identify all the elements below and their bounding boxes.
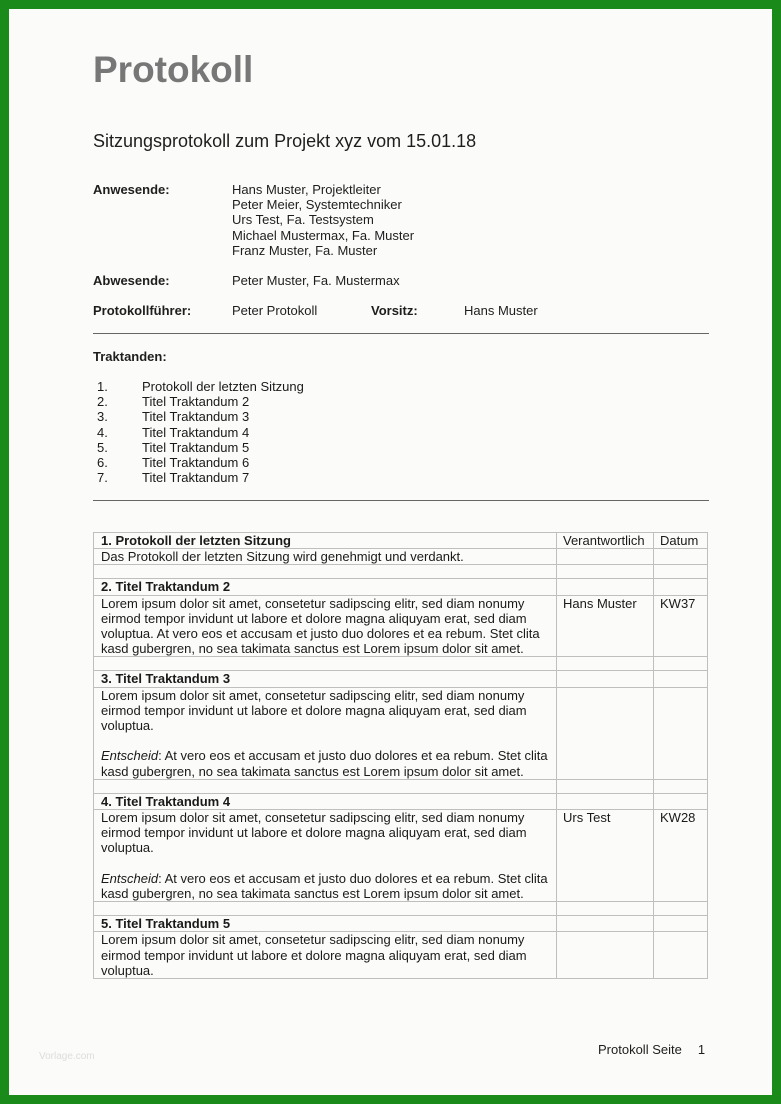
section-heading: 5. Titel Traktandum 5 xyxy=(94,916,557,932)
page-footer xyxy=(598,1042,705,1057)
vorsitz-value: Hans Muster xyxy=(464,303,538,318)
section-heading: 4. Titel Traktandum 4 xyxy=(94,793,557,809)
entscheid-text: Entscheid: At vero eos et accusam et justo duo dolores et ea rebum. Stet clita kasd gubergren, no sea takimata sanctus est Lorem ipsum dolor sit amet. xyxy=(101,870,548,902)
divider xyxy=(93,333,709,334)
table-spacer-row xyxy=(94,902,708,916)
table-row xyxy=(94,932,708,979)
section-text: Lorem ipsum dolor sit amet, consetetur sadipscing elitr, sed diam nonumy eirmod tempor invidunt ut labore et dolore magna aliquyam erat, sed diam voluptua. xyxy=(101,810,527,856)
abwesende-value: Peter Muster, Fa. Mustermax xyxy=(232,273,400,288)
protokollfuehrer-value: Peter Protokoll xyxy=(232,303,318,318)
anwesende-item: Michael Mustermax, Fa. Muster xyxy=(232,227,415,243)
section-text: Lorem ipsum dolor sit amet, consetetur sadipscing elitr, sed diam nonumy eirmod tempor invidunt ut labore et dolore magna aliquyam erat, sed diam voluptua. xyxy=(94,932,557,979)
divider xyxy=(93,500,709,501)
section-text: Lorem ipsum dolor sit amet, consetetur sadipscing elitr, sed diam nonumy eirmod tempor invidunt ut labore et dolore magna aliquyam erat, sed diam voluptua. At vero eos et accusam et justo duo dolores et ea rebum. Stet clita kasd gubergren, no sea takimata sanctus est Lorem ipsum dolor sit amet. xyxy=(94,595,557,657)
anwesende-label: Anwesende: xyxy=(93,182,170,197)
section-text: Lorem ipsum dolor sit amet, consetetur sadipscing elitr, sed diam nonumy eirmod tempor invidunt ut labore et dolore magna aliquyam erat, sed diam voluptua. xyxy=(101,687,527,734)
column-header-datum: Datum xyxy=(654,533,708,549)
section-heading: 2. Titel Traktandum 2 xyxy=(94,579,557,595)
section-body xyxy=(94,687,557,779)
table-row xyxy=(94,533,708,549)
column-header-verantwortlich: Verantwortlich xyxy=(557,533,654,549)
anwesende-item: Hans Muster, Projektleiter xyxy=(232,182,381,197)
entscheid-label: Entscheid xyxy=(101,748,159,764)
protokollfuehrer-label: Protokollführer: xyxy=(93,303,192,318)
table-row xyxy=(94,671,708,687)
verantwortlich-cell: Urs Test xyxy=(557,810,654,902)
section-text: Das Protokoll der letzten Sitzung wird genehmigt und verdankt. xyxy=(94,549,557,565)
table-row xyxy=(94,793,708,809)
page-number: 1 xyxy=(697,1042,706,1057)
document-subtitle: Sitzungsprotokoll zum Projekt xyz vom 15.01.18 xyxy=(93,131,477,151)
entscheid-text: Entscheid: At vero eos et accusam et justo duo dolores et ea rebum. Stet clita kasd gubergren, no sea takimata sanctus est Lorem ipsum dolor sit amet. xyxy=(101,748,548,779)
anwesende-item: Peter Meier, Systemtechniker xyxy=(232,197,402,213)
datum-cell: KW28 xyxy=(654,810,708,902)
section-body xyxy=(94,810,557,902)
table-row xyxy=(94,916,708,932)
anwesende-item: Franz Muster, Fa. Muster xyxy=(232,242,378,258)
vorsitz-label: Vorsitz: xyxy=(371,303,418,318)
document-title: Protokoll xyxy=(93,49,254,90)
abwesende-label: Abwesende: xyxy=(93,273,170,288)
table-row xyxy=(94,595,708,657)
protocol-table xyxy=(93,532,708,979)
traktanden-heading: Traktanden: xyxy=(93,349,167,364)
table-row xyxy=(94,579,708,595)
datum-cell: KW37 xyxy=(654,595,708,657)
table-spacer-row xyxy=(94,565,708,579)
table-row xyxy=(94,687,708,779)
anwesende-item: Urs Test, Fa. Testsystem xyxy=(232,212,374,228)
verantwortlich-cell: Hans Muster xyxy=(557,595,654,657)
footer-label: Protokoll Seite xyxy=(598,1042,682,1057)
table-spacer-row xyxy=(94,657,708,671)
entscheid-label: Entscheid xyxy=(101,870,159,886)
table-row xyxy=(94,549,708,565)
document-page: Protokoll Sitzungsprotokoll zum Projekt xyz vom 15.01.18 Anwesende: Hans Muster, Projektleiter Peter Meier, Systemtechniker Urs Test, Fa. Testsystem Michael Mustermax, Fa. Muster Franz Muster, Fa. Muster Abwesende: Peter Muster, Fa. Mustermax Protokollführer: Peter Protokoll Vorsitz: Hans Muster Traktanden: 1. Protokoll der letzten Sitzung 2. Titel Traktandum 2 3. Titel Traktandum 3 4. Titel Traktandum 4 5. Titel Traktandum 5 6. Titel Traktandum 6 7. Titel Traktandum 7 1. Protokoll der letzten Sitzung Verantwortlich Datum Das Protokoll der letzten Sitzung wird genehmigt und verdankt. 2. Titel Traktandum 2 Lorem ipsum dolor sit amet, consetetur sadipscing elitr, sed diam nonumy eirmod tempor invidunt ut labore et dolore magna aliquyam erat, sed diam voluptua. At vero eos et accusam et justo duo dolores et ea rebum. Stet clita kasd gubergren, no sea takimata sanctus est Lorem ipsum dolor sit amet. Hans Muster KW37 3. Titel Traktandum 3 Lorem ipsum dolor sit amet, consetetur sadipscing elitr, sed diam nonumy eirmod tempor invidunt ut labore et dolore magna aliquyam erat, sed diam voluptua. Entscheid: At vero eos et accusam et justo duo dolores et ea rebum. Stet clita kasd gubergren, no sea takimata sanctus est Lorem ipsum dolor sit amet. 4. Titel Traktandum 4 Lorem ipsum dolor sit amet, consetetur sadipscing elitr, sed diam nonumy eirmod tempor invidunt ut labore et dolore magna aliquyam erat, sed diam voluptua. Entscheid: At vero eos et accusam et justo duo dolores et ea rebum. Stet clita kasd gubergren, no sea takimata sanctus est Lorem ipsum dolor sit amet. Urs Test KW28 5. Titel Traktandum 5 Lorem ipsum dolor sit amet, consetetur sadipscing elitr, sed diam nonumy eirmod tempor invidunt ut labore et dolore magna aliquyam erat, sed diam voluptua. Protokoll Seite 1 Vorlage.com xyxy=(9,9,772,1095)
table-row xyxy=(94,810,708,902)
table-spacer-row xyxy=(94,779,708,793)
watermark: Vorlage.com xyxy=(39,1051,95,1062)
section-heading: 3. Titel Traktandum 3 xyxy=(94,671,557,687)
anwesende-list xyxy=(232,182,414,258)
section-heading: 1. Protokoll der letzten Sitzung xyxy=(94,533,557,549)
